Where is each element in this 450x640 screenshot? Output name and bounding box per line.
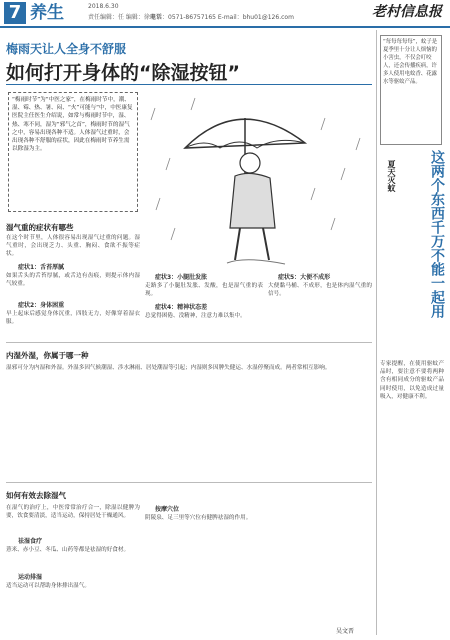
symptom-4-title: 症状4：精神状态差 (155, 304, 208, 311)
section-title-remove: 如何有效去除湿气 (6, 491, 66, 500)
symptom-5-body: 大便黏马桶、不成形，也是体内湿气重的信号。 (268, 283, 372, 298)
method-1-body: 薏米、赤小豆、冬瓜、山药等都是祛湿的好食材。 (6, 547, 130, 553)
method-1-title: 祛湿食疗 (18, 538, 43, 545)
symptom-2-body: 早上起床后感觉身体沉重，四肢无力，好像穿着湿衣服。 (6, 311, 140, 326)
lead-box (8, 92, 138, 212)
divider-2 (6, 482, 372, 483)
rain-person-illustration (145, 88, 375, 268)
article-pretitle: 梅雨天让人全身不舒服 (6, 42, 127, 56)
symptom-2-title: 症状2：身体困重 (18, 302, 65, 309)
header-date: 2018.6.30 (88, 3, 119, 10)
types-filler (6, 390, 372, 480)
page-header (0, 0, 450, 26)
method-3-body: 阴陵泉、足三里等穴位有健脾祛湿的作用。 (145, 515, 252, 521)
section-title-symptoms: 湿气重的症状有哪些 (6, 223, 74, 232)
sidebar-divider (376, 30, 377, 635)
symptom-3-body: 走路多了小腿肚发胀、发酸，也是湿气重的表现。 (145, 283, 263, 298)
sidebar-kicker: 夏天灭蚊 (387, 160, 396, 192)
section-body-remove: 在湿气的治疗上，中医常常治疗合一，除湿以健脾为要，饮食要清淡，适当运动，保持居处干燥通风。 (6, 505, 140, 520)
section-name: 养生 (30, 3, 64, 23)
header-rule (0, 26, 450, 28)
symptom-1-body: 如果舌头的舌苔厚腻，或舌边有齿痕，则提示体内湿气较重。 (6, 273, 140, 288)
illustration (145, 88, 375, 268)
symptom-5-title: 症状5：大便不成形 (278, 274, 331, 281)
section-body-types: 湿邪可分为内湿和外湿。外湿多因气候潮湿、涉水淋雨、居处潮湿等引起；内湿则多因脾失健运、水湿停聚而成。两者常相互影响。 (6, 365, 331, 371)
article-author: 吴文晋 (336, 628, 355, 635)
sidebar-intro-text: “每每每每每”，蚊子是夏季里十分让人烦恼的小害虫，不仅会叮咬人，还会传播疾病，许多人使用电蚊香、花露水等驱蚊产品。 (383, 39, 438, 85)
symptom-1-title: 症状1：舌苔厚腻 (18, 264, 65, 271)
sidebar-body: 专家提醒，在使用驱蚊产品时，要注意不要将两种含有相同成分的驱蚊产品同时使用，以免造成过量吸入，对健康不利。 (380, 361, 444, 400)
sidebar-intro-box (380, 35, 442, 145)
sidebar-title: 这两个东西千万不能一起用 (429, 150, 445, 318)
method-2-title: 运动排湿 (18, 574, 43, 581)
divider-1 (6, 342, 372, 343)
newspaper-logo: 老村信息报 (372, 4, 442, 20)
header-editor: 责任编辑：任 编辑：徐珊常 (88, 14, 162, 21)
lead-text: “梅雨时节”为“中医之家”，在梅雨时节中，潮、湿、霉、热、暑、闷、“火”可能与“中，中医康复医院主任医生介绍说，如常与梅雨时节中，湿、热、寒不同，湿为“邪气之首”，梅雨时节的湿气之中，容易出现各种不适。人体湿气过重时，会出现各种不舒服的症状，因此在梅雨时节养生需以除湿为主。 (12, 97, 133, 153)
section-title-types: 内湿外湿，你属于哪一种 (6, 351, 89, 360)
page-number: 7 (4, 2, 26, 24)
method-2-body: 适当运动可以帮助身体排出湿气。 (6, 583, 90, 589)
symptom-4-body: 总觉得困倦、没精神，注意力难以集中。 (145, 313, 246, 319)
header-phone: 电话：0571-86757165 E-mail：bhu01@126.com (150, 14, 294, 21)
symptom-3-title: 症状3：小腿肚发胀 (155, 274, 208, 281)
article-title: 如何打开身体的“除湿按钮” (6, 62, 240, 84)
title-rule (6, 84, 372, 85)
section-body-symptoms: 在这个时节里，人体很容易出现湿气过重的问题。湿气重时，会出现乏力、头重、胸闷、食欲不振等症状。 (6, 235, 140, 258)
method-3-title: 按摩穴位 (155, 506, 180, 513)
